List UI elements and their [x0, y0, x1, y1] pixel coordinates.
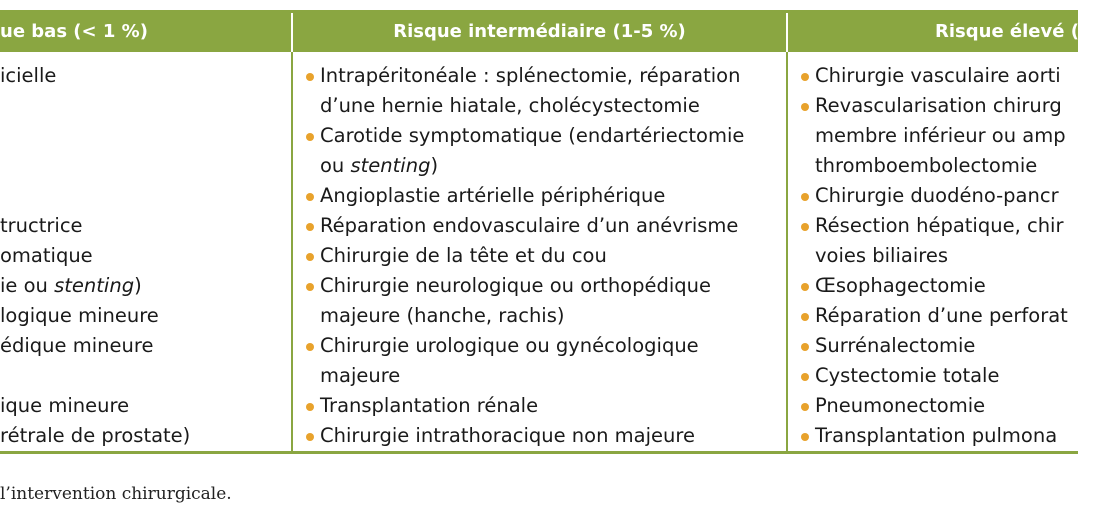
bullet-icon [801, 103, 809, 111]
intermediate-risk-text: d’une hernie hiatale, cholécystectomie [320, 94, 700, 117]
high-risk-item [798, 61, 1078, 91]
intermediate-risk-text: Chirurgie neurologique ou orthopédique [320, 274, 712, 297]
bullet-icon [306, 133, 314, 141]
intermediate-risk-line [303, 271, 783, 301]
high-risk-item [798, 271, 1078, 301]
high-risk-line [798, 271, 1078, 301]
column-divider [786, 52, 788, 454]
italic-term: stenting [54, 274, 135, 297]
bullet-icon [801, 73, 809, 81]
intermediate-risk-item [303, 241, 783, 271]
intermediate-risk-text: majeure (hanche, rachis) [320, 304, 565, 327]
bullet-icon [306, 193, 314, 201]
low-risk-line [0, 91, 288, 121]
low-risk-line: rétrale de prostate) [0, 424, 191, 447]
risk-table [0, 10, 1095, 454]
high-risk-text: thromboembolectomie [815, 154, 1038, 177]
intermediate-risk-item [303, 181, 783, 211]
high-risk-line [798, 241, 1078, 271]
intermediate-risk-text: ou [320, 154, 351, 177]
bullet-icon [801, 373, 809, 381]
low-risk-line: icielle [0, 64, 57, 87]
intermediate-risk-text: Angioplastie artérielle périphérique [320, 184, 666, 207]
intermediate-risk-item [303, 271, 783, 331]
high-risk-text: Réparation d’une perforat [815, 304, 1068, 327]
intermediate-risk-item [303, 421, 783, 451]
bullet-icon [306, 253, 314, 261]
high-risk-item [798, 91, 1078, 181]
high-risk-line [798, 361, 1078, 391]
bullet-icon [801, 403, 809, 411]
bullet-icon [801, 223, 809, 231]
italic-term: stenting [350, 154, 431, 177]
high-risk-line [798, 331, 1078, 361]
header-intermediate-risk: Risque intermédiaire (1-5 %) [393, 21, 686, 42]
high-risk-line [798, 121, 1078, 151]
low-risk-line [0, 181, 288, 211]
bullet-icon [801, 193, 809, 201]
closing-paren: ) [134, 274, 142, 297]
high-risk-text: Cystectomie totale [815, 364, 1000, 387]
bullet-icon [801, 313, 809, 321]
intermediate-risk-line [303, 241, 783, 271]
high-risk-line [798, 211, 1078, 241]
low-risk-column [0, 61, 288, 451]
intermediate-risk-text: Chirurgie intrathoracique non majeure [320, 424, 695, 447]
high-risk-item [798, 211, 1078, 271]
high-risk-item [798, 181, 1078, 211]
low-risk-line [0, 121, 288, 151]
header-divider [786, 13, 788, 52]
high-risk-line [798, 151, 1078, 181]
high-risk-text: Chirurgie duodéno-pancr [815, 184, 1059, 207]
high-risk-item [798, 361, 1078, 391]
bullet-icon [306, 73, 314, 81]
high-risk-text: Revascularisation chirurg [815, 94, 1062, 117]
high-risk-column [798, 61, 1078, 451]
intermediate-risk-line [303, 211, 783, 241]
bullet-icon [306, 433, 314, 441]
high-risk-text: Transplantation pulmona [815, 424, 1058, 447]
low-risk-line [0, 151, 288, 181]
intermediate-risk-item [303, 211, 783, 241]
high-risk-text: Chirurgie vasculaire aorti [815, 64, 1061, 87]
intermediate-risk-item [303, 121, 783, 181]
table-footnote: l’intervention chirurgicale. [0, 484, 232, 504]
intermediate-risk-text: majeure [320, 364, 401, 387]
bullet-icon [801, 433, 809, 441]
column-divider [291, 52, 293, 454]
low-risk-line: ique mineure [0, 394, 130, 417]
intermediate-risk-line [303, 121, 783, 151]
low-risk-line: édique mineure [0, 334, 154, 357]
high-risk-text: Surrénalectomie [815, 334, 976, 357]
intermediate-risk-text: Transplantation rénale [320, 394, 539, 417]
bullet-icon [306, 223, 314, 231]
low-risk-line: omatique [0, 244, 93, 267]
intermediate-risk-item [303, 331, 783, 391]
intermediate-risk-line [303, 181, 783, 211]
bullet-icon [306, 283, 314, 291]
intermediate-risk-line [303, 301, 783, 331]
intermediate-risk-item [303, 61, 783, 121]
high-risk-line [798, 181, 1078, 211]
low-risk-line [0, 361, 288, 391]
intermediate-risk-line [303, 391, 783, 421]
closing-paren: ) [430, 154, 439, 177]
header-high-risk: Risque élevé (& [935, 21, 1095, 42]
intermediate-risk-line [303, 361, 783, 391]
high-risk-item [798, 421, 1078, 451]
bullet-icon [306, 343, 314, 351]
high-risk-line [798, 301, 1078, 331]
high-risk-line [798, 391, 1078, 421]
intermediate-risk-line [303, 331, 783, 361]
bullet-icon [801, 343, 809, 351]
high-risk-text: Œsophagectomie [815, 274, 986, 297]
high-risk-text: membre inférieur ou amp [815, 124, 1066, 147]
table-header-row [0, 10, 1095, 52]
high-risk-item [798, 301, 1078, 331]
intermediate-risk-column [303, 61, 783, 451]
high-risk-line [798, 91, 1078, 121]
high-risk-item [798, 331, 1078, 361]
intermediate-risk-item [303, 391, 783, 421]
high-risk-text: Pneumonectomie [815, 394, 986, 417]
intermediate-risk-text: Chirurgie de la tête et du cou [320, 244, 607, 267]
low-risk-line: tructrice [0, 214, 83, 237]
intermediate-risk-text: Intrapéritonéale : splénectomie, réparation [320, 64, 741, 87]
intermediate-risk-line [303, 421, 783, 451]
intermediate-risk-text: Réparation endovasculaire d’un anévrisme [320, 214, 739, 237]
intermediate-risk-text: Chirurgie urologique ou gynécologique [320, 334, 699, 357]
high-risk-text: voies biliaires [815, 244, 948, 267]
bullet-icon [801, 283, 809, 291]
low-risk-line: logique mineure [0, 304, 159, 327]
high-risk-item [798, 391, 1078, 421]
intermediate-risk-text: Carotide symptomatique (endartériectomie [320, 124, 745, 147]
intermediate-risk-line [303, 91, 783, 121]
high-risk-line [798, 421, 1078, 451]
high-risk-text: Résection hépatique, chir [815, 214, 1064, 237]
bullet-icon [306, 403, 314, 411]
intermediate-risk-line [303, 151, 783, 181]
intermediate-risk-line [303, 61, 783, 91]
low-risk-line: ie ou stenting) [0, 274, 142, 297]
header-low-risk: ue bas (< 1 %) [0, 21, 148, 42]
high-risk-line [798, 61, 1078, 91]
